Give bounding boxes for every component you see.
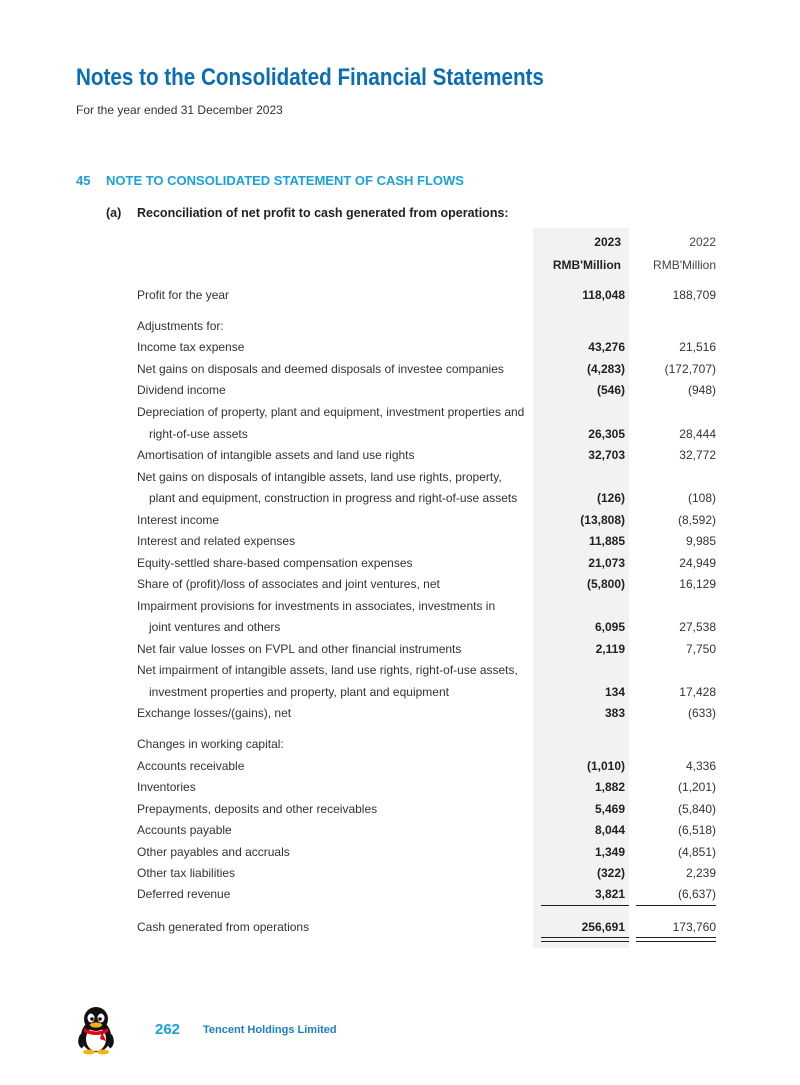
row-label: Changes in working capital: [137, 737, 284, 751]
value-2023: 21,073 [588, 556, 625, 570]
value-2022: 4,336 [685, 759, 716, 773]
value-2022: (948) [687, 383, 716, 397]
total-double-rule-2023 [541, 937, 629, 942]
table-row [137, 338, 727, 356]
table-row [137, 425, 727, 443]
row-label: Accounts payable [137, 823, 232, 837]
table-row [137, 468, 727, 486]
table-row [137, 864, 727, 882]
row-label: Inventories [137, 780, 196, 794]
table-row [137, 446, 727, 464]
value-2022: 17,428 [679, 685, 716, 699]
column-header-2023-year: 2023 [594, 235, 621, 249]
row-label: Impairment provisions for investments in associates, investments in [137, 599, 496, 613]
value-2022: 27,538 [679, 620, 716, 634]
value-2023: 1,349 [594, 845, 625, 859]
table-row [137, 843, 727, 861]
row-label: Other tax liabilities [137, 866, 236, 880]
value-2022: 2,239 [685, 866, 716, 880]
row-label: Share of (profit)/loss of associates and joint ventures, net [137, 577, 440, 591]
value-2023: 6,095 [594, 620, 625, 634]
value-2023: 134 [604, 685, 625, 699]
table-row [137, 286, 727, 304]
table-row [137, 511, 727, 529]
row-label: Interest and related expenses [137, 534, 296, 548]
page-subtitle: For the year ended 31 December 2023 [76, 103, 283, 117]
row-label: Depreciation of property, plant and equipment, investment properties and [137, 405, 525, 419]
subsection-label: (a) [106, 206, 122, 220]
table-row [137, 317, 727, 335]
value-2022: (4,851) [677, 845, 716, 859]
value-2023: 11,885 [588, 534, 625, 548]
section-title: NOTE TO CONSOLIDATED STATEMENT OF CASH FLOWS [106, 173, 464, 188]
column-header-2023-unit: RMB'Million [552, 258, 621, 272]
section-number: 45 [76, 173, 91, 188]
row-label: Deferred revenue [137, 887, 231, 901]
value-2023: (4,283) [586, 362, 625, 376]
table-row [137, 661, 727, 679]
value-2023: 1,882 [594, 780, 625, 794]
table-row-total [137, 918, 727, 936]
page-number: 262 [155, 1021, 181, 1038]
value-2023: 256,691 [581, 920, 625, 934]
qq-penguin-icon [76, 1005, 116, 1055]
value-2022: 9,985 [685, 534, 716, 548]
row-label: investment properties and property, plant and equipment [149, 685, 449, 699]
subsection-title: Reconciliation of net profit to cash generated from operations: [137, 206, 509, 220]
value-2022: 188,709 [672, 288, 716, 302]
value-2023: 383 [604, 706, 625, 720]
row-label: Adjustments for: [137, 319, 224, 333]
row-label: Dividend income [137, 383, 226, 397]
table-row [137, 683, 727, 701]
value-2023: 5,469 [594, 802, 625, 816]
row-label: right-of-use assets [149, 427, 248, 441]
row-label: Equity-settled share-based compensation expenses [137, 556, 413, 570]
value-2022: (6,637) [677, 887, 716, 901]
row-label: plant and equipment, construction in progress and right-of-use assets [149, 491, 518, 505]
value-2022: 32,772 [679, 448, 716, 462]
company-name: Tencent Holdings Limited [203, 1024, 337, 1036]
row-label: Prepayments, deposits and other receivables [137, 802, 378, 816]
value-2022: 21,516 [679, 340, 716, 354]
table-row [137, 554, 727, 572]
table-row [137, 532, 727, 550]
table-row [137, 800, 727, 818]
row-label: Accounts receivable [137, 759, 245, 773]
table-row [137, 735, 727, 753]
value-2023: (322) [596, 866, 625, 880]
section-heading [76, 173, 464, 188]
value-2022: (5,840) [677, 802, 716, 816]
column-header-2022-year: 2022 [689, 235, 716, 249]
row-label: Net impairment of intangible assets, land use rights, right-of-use assets, [137, 663, 518, 677]
value-2023: (126) [596, 491, 625, 505]
value-2023: 8,044 [594, 823, 625, 837]
value-2023: 32,703 [588, 448, 625, 462]
value-2022: 7,750 [685, 642, 716, 656]
value-2022: (6,518) [677, 823, 716, 837]
table-row [137, 403, 727, 421]
value-2022: (1,201) [677, 780, 716, 794]
value-2023: 2,119 [595, 642, 625, 656]
value-2023: 26,305 [588, 427, 625, 441]
value-2023: (1,010) [586, 759, 625, 773]
page-title: Notes to the Consolidated Financial Statements [76, 64, 544, 91]
subtotal-rule-2023 [541, 905, 629, 906]
value-2022: 16,129 [679, 577, 716, 591]
value-2022: (633) [687, 706, 716, 720]
table-row [137, 640, 727, 658]
row-label: Net gains on disposals of intangible assets, land use rights, property, [137, 470, 502, 484]
row-label: Net fair value losses on FVPL and other financial instruments [137, 642, 462, 656]
value-2023: 3,821 [594, 887, 625, 901]
value-2022: 24,949 [679, 556, 716, 570]
row-label: Profit for the year [137, 288, 230, 302]
value-2022: (108) [687, 491, 716, 505]
subsection-heading [106, 206, 509, 220]
row-label: Cash generated from operations [137, 920, 310, 934]
row-label: Other payables and accruals [137, 845, 290, 859]
table-row [137, 885, 727, 903]
value-2023: (13,808) [580, 513, 625, 527]
table-row [137, 597, 727, 615]
table-row [137, 618, 727, 636]
value-2022: 173,760 [672, 920, 716, 934]
row-label: Interest income [137, 513, 220, 527]
row-label: Income tax expense [137, 340, 245, 354]
value-2022: (8,592) [677, 513, 716, 527]
table-row [137, 778, 727, 796]
value-2022: (172,707) [664, 362, 716, 376]
column-header-2022-unit: RMB'Million [653, 258, 716, 272]
table-row [137, 704, 727, 722]
table-row [137, 575, 727, 593]
value-2023: 43,276 [588, 340, 625, 354]
table-row [137, 381, 727, 399]
value-2023: (5,800) [586, 577, 625, 591]
table-row [137, 757, 727, 775]
value-2022: 28,444 [679, 427, 716, 441]
subtotal-rule-2022 [636, 905, 716, 906]
table-row [137, 360, 727, 378]
row-label: Net gains on disposals and deemed disposals of investee companies [137, 362, 504, 376]
total-double-rule-2022 [636, 937, 716, 942]
row-label: joint ventures and others [149, 620, 281, 634]
table-row [137, 489, 727, 507]
value-2023: 118,048 [582, 288, 625, 302]
row-label: Amortisation of intangible assets and land use rights [137, 448, 415, 462]
table-row [137, 821, 727, 839]
value-2023: (546) [596, 383, 625, 397]
row-label: Exchange losses/(gains), net [137, 706, 292, 720]
